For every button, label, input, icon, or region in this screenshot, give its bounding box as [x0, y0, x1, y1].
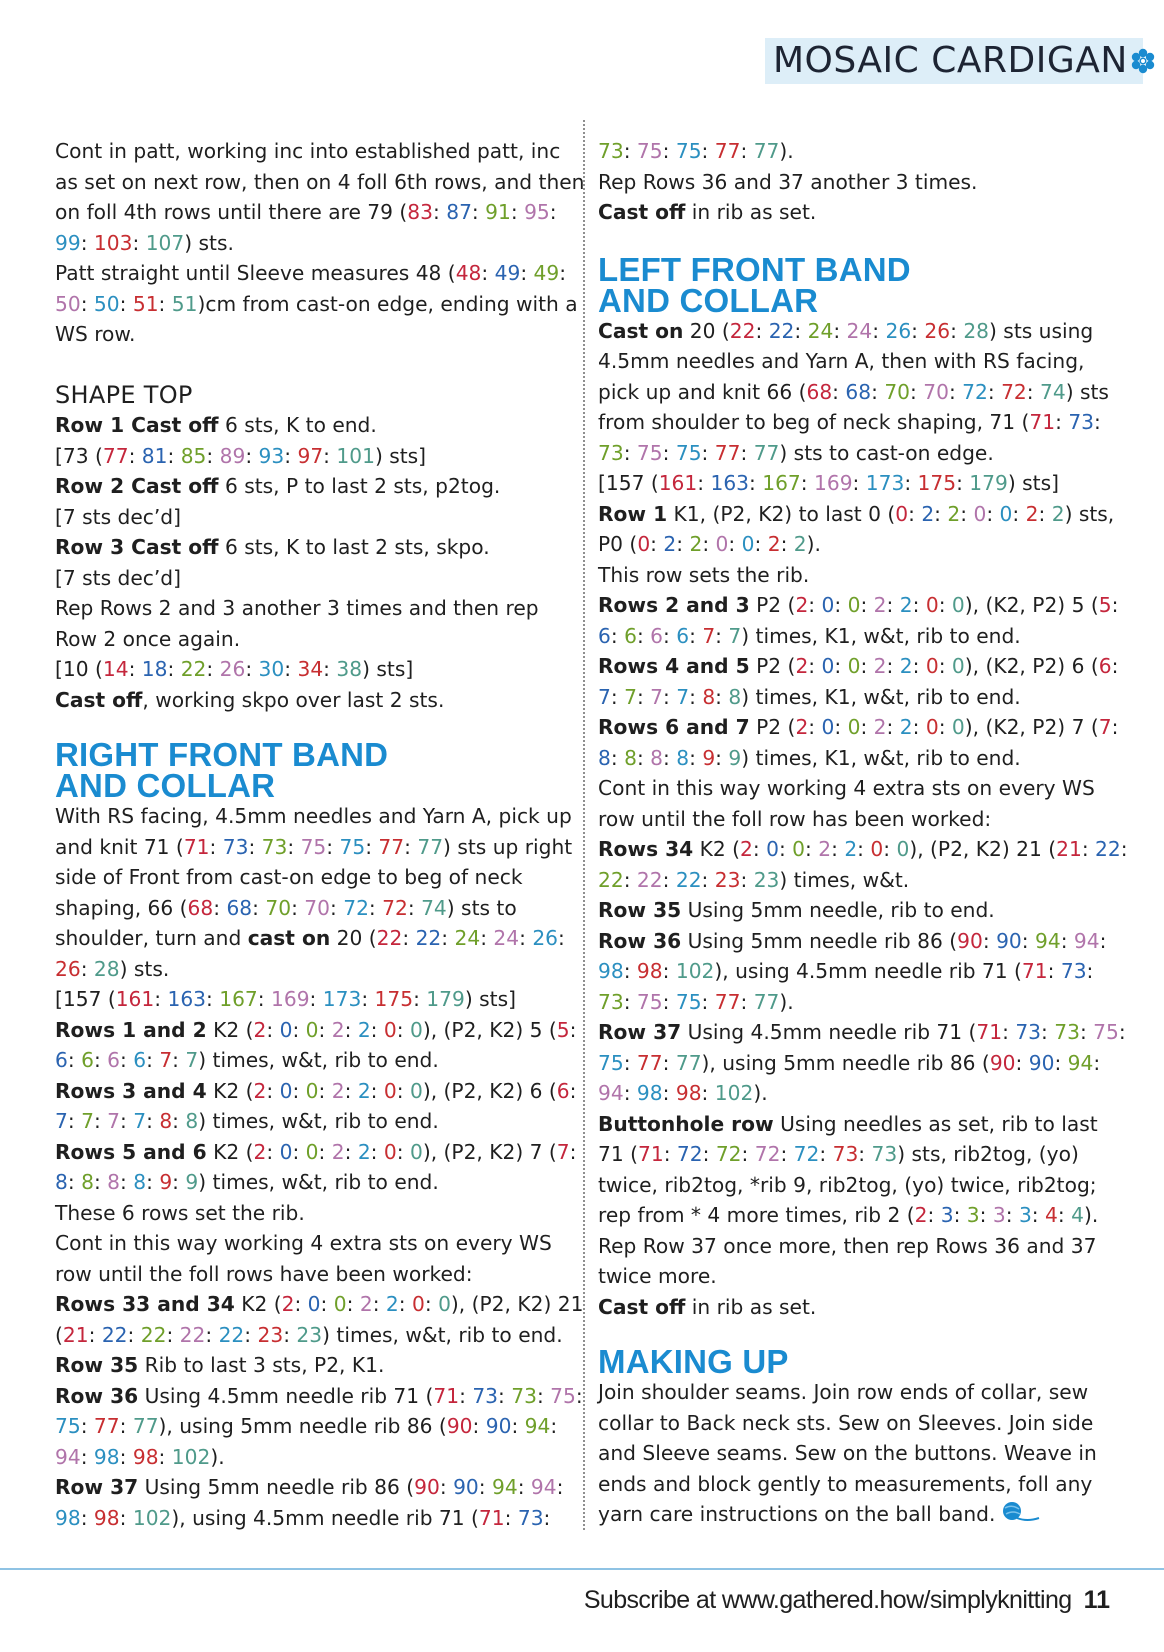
rep-rows: Rep Rows 2 and 3 another 3 times and then rep Row 2 once again.	[55, 596, 539, 651]
header-title: MOSAIC CARDIGAN	[773, 40, 1128, 81]
left-front-band-heading: LEFT FRONT BAND AND COLLAR	[598, 250, 911, 319]
row-35: Row 35 Rib to last 3 sts, P2, K1.	[55, 1353, 385, 1377]
row-1-sts: [73 (77: 81: 85: 89: 93: 97: 101) sts]	[55, 443, 427, 468]
rows-33-34: Rows 33 and 34 K2 (2: 0: 0: 2: 2: 0: 0), (P2, K2) 21 (21: 22: 22: 22: 22: 23: 23) times, w&t, rib to end.	[55, 1292, 584, 1347]
lfb-rows-6-7: Rows 6 and 7 P2 (2: 0: 0: 2: 2: 0: 0), (K2, P2) 7 (7: 8: 8: 8: 8: 9: 9) times, K1, w&t, rib to end.	[598, 715, 1119, 770]
sets-rib-line: This row sets the rib.	[598, 562, 810, 587]
cast-off-rib-1: Cast off in rib as set.	[598, 200, 817, 224]
row-3-sts: [7 sts dec’d]	[55, 565, 181, 590]
rows-5-6: Rows 5 and 6 K2 (2: 0: 0: 2: 2: 0: 0), (P2, K2) 7 (7: 8: 8: 8: 8: 9: 9) times, w&t, rib to end.	[55, 1139, 577, 1194]
lfb-paragraph: Cast on 20 (22: 22: 24: 24: 26: 26: 28) sts using 4.5mm needles and Yarn A, then with RS facing, pick up and knit 66 (68: 68: 70: 70: 72: 72: 74) sts from shoulder to beg of neck shaping, 71 (71: 73: 73: 75: 75: 77: 77) sts to cast-on edge.	[598, 318, 1109, 465]
footer	[584, 1586, 1110, 1615]
making-up-heading: MAKING UP	[598, 1343, 789, 1380]
lfb-rows-4-5: Rows 4 and 5 P2 (2: 0: 0: 2: 2: 0: 0), (K2, P2) 6 (6: 7: 7: 7: 7: 8: 8) times, K1, w&t, rib to end.	[598, 654, 1119, 709]
patt-straight-paragraph: Patt straight until Sleeve measures 48 (48: 49: 49: 50: 50: 51: 51)cm from cast-on edge, ending with a WS row.	[55, 261, 578, 346]
page-header	[765, 38, 1143, 84]
cast-off-rib-2: Cast off in rib as set.	[598, 1294, 817, 1319]
sleeve-inc-paragraph: Cont in patt, working inc into established patt, inc as set on next row, then on 4 foll 6th rows, and then on foll 4th rows until there are 79 (83: 87: 91: 95: 99: 103: 107) sts.	[55, 139, 585, 255]
row-2: Row 2 Cast off 6 sts, P to last 2 sts, p2tog.	[55, 474, 501, 498]
lfb-cont-line: Cont in this way working 4 extra sts on every WS row until the foll row has been worked:	[598, 776, 1095, 831]
rfb-sts: [157 (161: 163: 167: 169: 173: 175: 179) sts]	[55, 987, 516, 1011]
subscribe-link[interactable]: Subscribe at www.gathered.how/simplyknitting	[583, 1586, 1072, 1614]
snowflake-icon	[1130, 42, 1156, 83]
row-3: Row 3 Cast off 6 sts, K to last 2 sts, skpo.	[55, 535, 490, 559]
row-37: Row 37 Using 5mm needle rib 86 (90: 90: 94: 94: 98: 98: 102), using 4.5mm needle rib 71 (71: 73:	[55, 1475, 564, 1530]
lfb-row-36: Row 36 Using 5mm needle rib 86 (90: 90: 94: 94: 98: 98: 102), using 4.5mm needle rib 71 (71: 73: 73: 75: 75: 77: 77).	[598, 928, 1107, 1014]
right-front-band-heading: RIGHT FRONT BAND AND COLLAR	[55, 736, 389, 804]
rep-36-37: Rep Rows 36 and 37 another 3 times.	[598, 169, 978, 194]
footer-rule	[0, 1568, 1164, 1570]
shape-top-heading: SHAPE TOP	[55, 380, 193, 409]
row-37-continued: 73: 75: 75: 77: 77).	[598, 139, 794, 163]
left-column	[55, 136, 585, 1533]
lfb-sts: [157 (161: 163: 167: 169: 173: 175: 179) sts]	[598, 471, 1059, 495]
lfb-row-37: Row 37 Using 4.5mm needle rib 71 (71: 73: 73: 75: 75: 77: 77), using 5mm needle rib 86 (90: 90: 94: 94: 98: 98: 102).	[598, 1020, 1126, 1105]
lfb-row-1: Row 1 K1, (P2, K2) to last 0 (0: 2: 2: 0: 0: 2: 2) sts, P0 (0: 2: 2: 0: 0: 2: 2).	[598, 501, 1115, 556]
row-1: Row 1 Cast off 6 sts, K to end.	[55, 413, 377, 437]
lfb-rows-34: Rows 34 K2 (2: 0: 0: 2: 2: 0: 0), (P2, K2) 21 (21: 22: 22: 22: 22: 23: 23) times, w&t.	[598, 837, 1128, 892]
making-up-paragraph: Join shoulder seams. Join row ends of collar, sew collar to Back neck sts. Sew on Sleeves. Join side and Sleeve seams. Sew on the buttons. Weave in ends and block gently to measurements, foll any yarn care instructions on the ball band.	[598, 1377, 1128, 1531]
lfb-rows-2-3: Rows 2 and 3 P2 (2: 0: 0: 2: 2: 0: 0), (K2, P2) 5 (5: 6: 6: 6: 6: 7: 7) times, K1, w&t, rib to end.	[598, 593, 1119, 648]
page-number: 11	[1083, 1586, 1110, 1614]
row-36: Row 36 Using 4.5mm needle rib 71 (71: 73: 73: 75: 75: 77: 77), using 5mm needle rib 86 (90: 90: 94: 94: 98: 98: 102).	[55, 1383, 583, 1469]
set-rib-line: These 6 rows set the rib.	[55, 1200, 305, 1225]
cont-line: Cont in this way working 4 extra sts on every WS row until the foll rows have been worked:	[55, 1231, 552, 1286]
yarn-ball-icon	[1001, 1500, 1041, 1531]
header-title-wrap	[773, 40, 1156, 83]
rows-1-2: Rows 1 and 2 K2 (2: 0: 0: 2: 2: 0: 0), (P2, K2) 5 (5: 6: 6: 6: 6: 7: 7) times, w&t, rib to end.	[55, 1017, 577, 1072]
rows-3-4: Rows 3 and 4 K2 (2: 0: 0: 2: 2: 0: 0), (P2, K2) 6 (6: 7: 7: 7: 7: 8: 8) times, w&t, rib to end.	[55, 1078, 577, 1133]
buttonhole-row: Buttonhole row Using needles as set, rib to last 71 (71: 72: 72: 72: 72: 73: 73) sts, rib2tog, (yo) twice, rib2tog, *rib 9, rib2tog, (yo) twice, rib2tog; rep from * 4 more times, rib 2 (2: 3: 3: 3: 3: 4: 4).	[598, 1111, 1099, 1227]
rfb-paragraph: With RS facing, 4.5mm needles and Yarn A, pick up and knit 71 (71: 73: 73: 75: 75: 77: 77) sts up right side of Front from cast-on edge to beg of neck shaping, 66 (68: 68: 70: 70: 72: 72: 74) sts to shoulder, turn and cast on 20 (22: 22: 24: 24: 26: 26: 28) sts.	[55, 804, 573, 981]
cast-off-line: Cast off, working skpo over last 2 sts.	[55, 687, 445, 712]
right-column	[598, 136, 1128, 1531]
lfb-row-35: Row 35 Using 5mm needle, rib to end.	[598, 898, 995, 922]
final-sts: [10 (14: 18: 22: 26: 30: 34: 38) sts]	[55, 657, 414, 681]
row-2-sts: [7 sts dec’d]	[55, 504, 181, 529]
rep-37-line: Rep Row 37 once more, then rep Rows 36 and 37 twice more.	[598, 1233, 1097, 1288]
